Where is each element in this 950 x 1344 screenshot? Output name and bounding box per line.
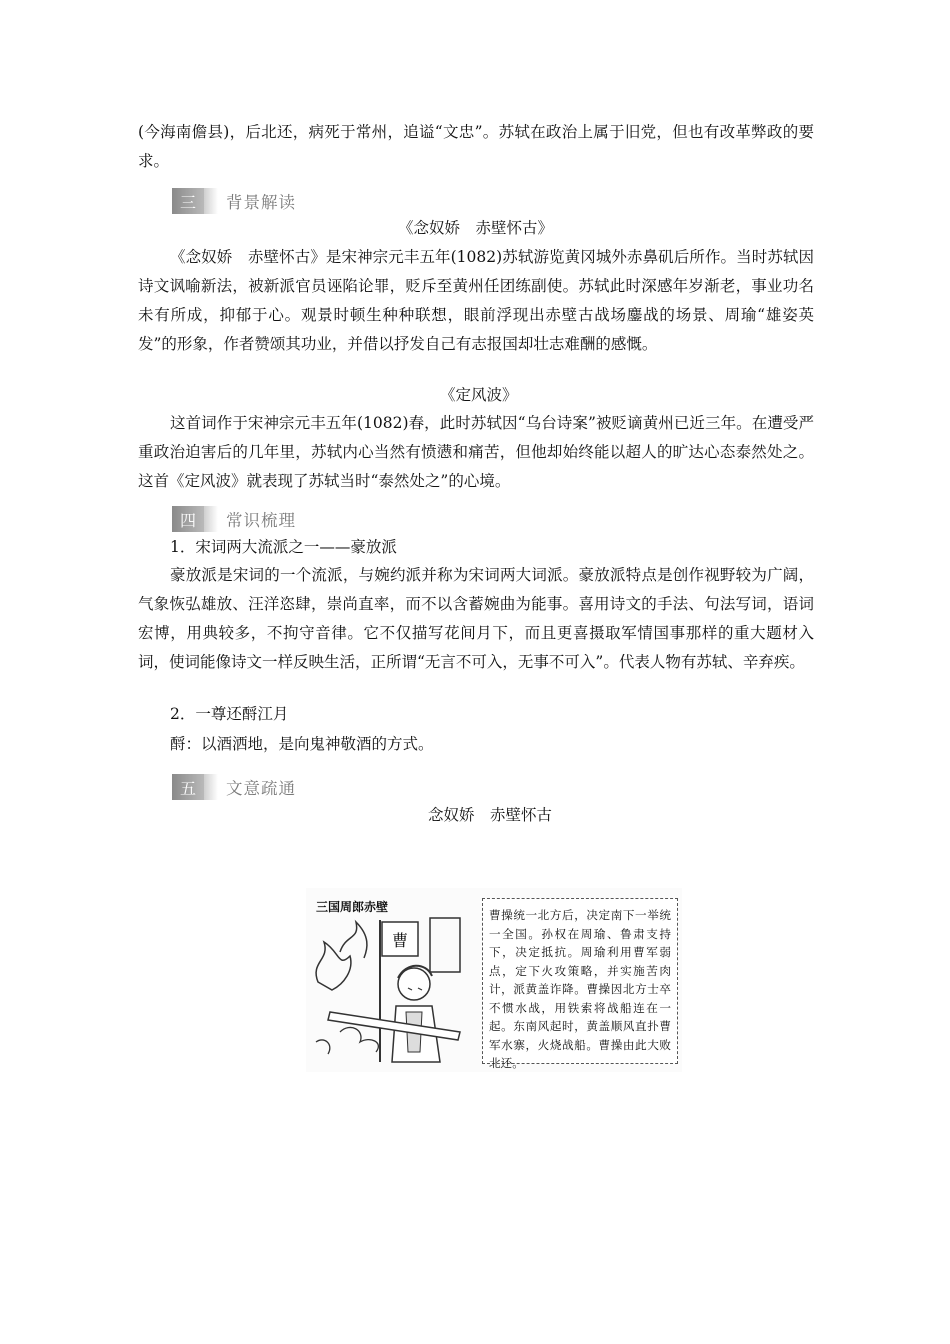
item-paragraph: 酹：以酒洒地，是向鬼神敬酒的方式。 (170, 735, 434, 753)
item-heading: 2．一尊还酹江月 (170, 705, 289, 723)
battle-illustration (310, 912, 480, 1070)
figure-caption: 三国周郎赤壁 (316, 900, 389, 914)
section-header-3 (172, 187, 296, 215)
section-header-5 (172, 773, 296, 801)
section-title: 背景解读 (226, 193, 296, 212)
subheading: 《念奴娇 赤壁怀古》 (398, 219, 554, 237)
section-number-badge: 四 (172, 506, 204, 532)
section-header-4 (172, 505, 296, 533)
background-paragraph: 《念奴娇 赤壁怀古》是宋神宗元丰五年(1082)苏轼游览黄冈城外赤鼻矶后所作。当时苏轼因诗文讽喻新法，被新派官员诬陷论罪，贬斥至黄州任团练副使。苏轼此时深感年岁渐老，事业功名未有所成，抑郁于心。观景时顿生种种联想，眼前浮现出赤壁古战场鏖战的场景、周瑜“雄姿英发”的形象，作者赞颂其功业，并借以抒发自己有志报国却壮志难酬的感慨。 (138, 248, 814, 353)
background-paragraph: 这首词作于宋神宗元丰五年(1082)春，此时苏轼因“乌台诗案”被贬谪黄州已近三年。在遭受严重政治迫害后的几年里，苏轼内心当然有愤懑和痛苦，但他却始终能以超人的旷达心态泰然处之。这首《定风波》就表现了苏轼当时“泰然处之”的心境。 (138, 414, 814, 490)
figure-text-box: 曹操统一北方后，决定南下一举统一全国。孙权在周瑜、鲁肃支持下，决定抵抗。周瑜利用曹军弱点，定下火攻策略，并实施苦肉计，派黄盖诈降。曹操因北方士卒不惯水战，用铁索将战船连在一起。东南风起时，黄盖顺风直扑曹军水寨，火烧战船。曹操由此大败北还。 (482, 898, 678, 1064)
item-heading: 1．宋词两大流派之一——豪放派 (170, 538, 397, 556)
section-number-badge: 五 (172, 774, 204, 800)
section-title: 文意疏通 (226, 779, 296, 798)
section-title: 常识梳理 (226, 511, 296, 530)
intro-paragraph: (今海南儋县)，后北还，病死于常州，追谥“文忠”。苏轼在政治上属于旧党，但也有改革弊政的要求。 (138, 123, 814, 170)
flag-char: 曹 (391, 931, 409, 950)
subheading: 《定风波》 (440, 386, 518, 404)
illustration-figure (306, 888, 682, 1072)
poem-title: 念奴娇 赤壁怀古 (428, 806, 553, 824)
section-number-badge: 三 (172, 188, 204, 214)
item-paragraph: 豪放派是宋词的一个流派，与婉约派并称为宋词两大词派。豪放派特点是创作视野较为广阔，气象恢弘雄放、汪洋恣肆，崇尚直率，而不以含蓄婉曲为能事。喜用诗文的手法、句法写词，语词宏博，用典较多，不拘守音律。它不仅描写花间月下，而且更喜摄取军情国事那样的重大题材入词，使词能像诗文一样反映生活，正所谓“无言不可入，无事不可入”。代表人物有苏轼、辛弃疾。 (138, 566, 814, 671)
